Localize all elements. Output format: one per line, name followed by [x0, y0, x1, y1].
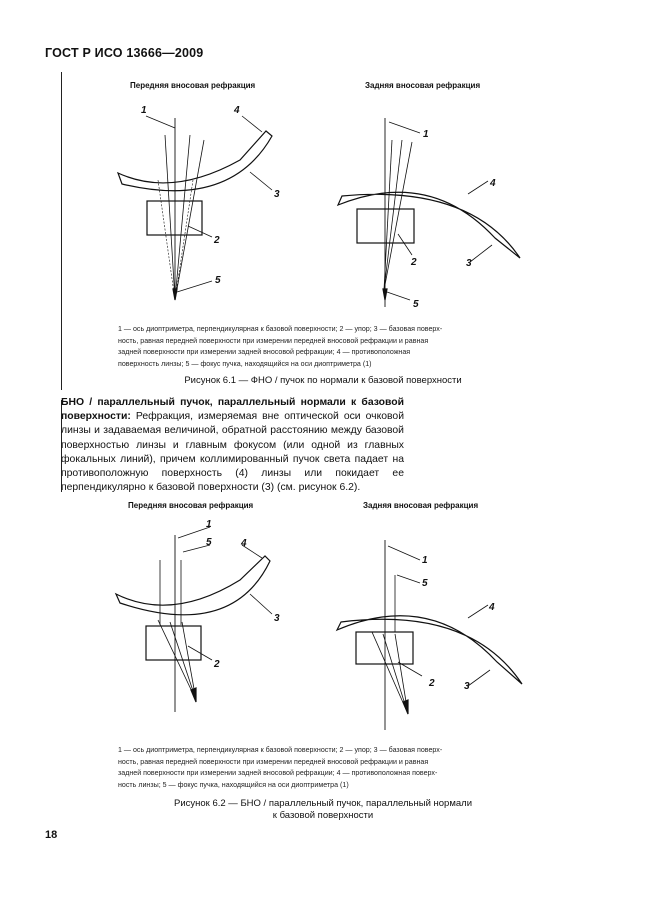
leader-1: [146, 116, 175, 128]
fig1-left-title: Передняя вносовая рефракция: [130, 81, 256, 90]
caption-line: задней поверхности при измерении задней вносовой рефракции; 4 — противоположная: [118, 348, 411, 357]
leader-4: [468, 181, 488, 194]
ray: [165, 135, 175, 300]
fig2-label-1: 1: [206, 519, 212, 530]
ray: [170, 622, 196, 700]
fig1-title: Рисунок 6.1 — ФНО / пучок по нормали к базовой поверхности: [184, 375, 462, 386]
fig1r-label-2: 2: [411, 257, 417, 268]
fig1-right-diagram: [338, 118, 520, 307]
leader-3: [468, 670, 490, 686]
caption-line: поверхность линзы; 5 — фокус пучка, находящийся на оси диоптриметра (1): [118, 359, 372, 368]
fig1-label-1: 1: [141, 105, 147, 116]
leader-2: [188, 646, 212, 660]
fig2-caption: [118, 745, 528, 791]
caption-line: ность, равная передней поверхности при измерении передней вносовой рефракции и равная: [118, 757, 429, 766]
fig1-label-3: 3: [274, 189, 280, 200]
stop-block: [357, 209, 414, 243]
fig2-title-line1: Рисунок 6.2 — БНО / параллельный пучок, параллельный нормали: [173, 798, 473, 809]
ray: [175, 135, 190, 300]
stop-block: [146, 626, 201, 660]
lens-shape: [338, 192, 520, 258]
fig1-label-2: 2: [214, 235, 220, 246]
fig1r-label-3: 3: [466, 258, 472, 269]
lens-shape: [118, 131, 272, 191]
fig1r-label-5: 5: [413, 299, 419, 310]
leader-5: [387, 292, 410, 300]
leader-5: [397, 575, 420, 583]
fig1r-label-4: 4: [490, 178, 496, 189]
leader-2: [398, 234, 412, 255]
fig1-caption: [118, 324, 528, 370]
term-text: Рефракция, измеряемая вне оптической оси очковой линзы и задаваемая величиной, обратной расстоянию между базовой поверхностью линзы и главным фокусом (или одной из главных фокальных линий), причем коллимированный пучок света падает на противоположную поверхность (4) линзы или покидает ее перпендикулярно к базовой поверхности (3) (см. рисунок 6.2).: [61, 411, 404, 494]
fig2-title-line2: к базовой поверхности: [272, 810, 374, 821]
fig2-right-title: Задняя вносовая рефракция: [363, 501, 479, 510]
ray: [175, 140, 204, 300]
fig2-left-diagram: [116, 527, 272, 712]
leader-3: [250, 594, 272, 614]
focus-mark: [403, 700, 408, 714]
fig2-label-3: 3: [274, 613, 280, 624]
page-number: 18: [45, 829, 58, 841]
fig1-label-4: 4: [234, 105, 240, 116]
term-definition: [61, 396, 404, 495]
caption-line: 1 — ось диоптриметра, перпендикулярная к базовой поверхности; 2 — упор; 3 — базовая поверх-: [118, 746, 443, 754]
fig1-right-title: Задняя вносовая рефракция: [365, 81, 481, 90]
fig2r-label-2: 2: [429, 678, 435, 689]
caption-line: ность линзы; 5 — фокус пучка, находящийся на оси диоптриметра (1): [118, 780, 349, 789]
leader-1: [389, 122, 420, 133]
fig2-label-2: 2: [214, 659, 220, 670]
caption-line: 1 — ось диоптриметра, перпендикулярная к базовой поверхности; 2 — упор; 3 — базовая поверх-: [118, 325, 443, 333]
fig2-right-diagram: [337, 540, 522, 730]
fig1r-label-1: 1: [423, 129, 429, 140]
lens-shape: [116, 556, 270, 615]
fig2-label-5: 5: [206, 537, 212, 548]
leader-3: [250, 172, 272, 190]
focus-mark: [383, 289, 387, 300]
leader-5: [177, 281, 212, 292]
stop-block: [356, 632, 413, 664]
term-name: БНО / параллельный пучок, параллельный нормали к базовой поверхности:: [61, 397, 404, 423]
ray: [158, 180, 175, 300]
fig1-left-diagram: [118, 116, 272, 300]
fig1-label-5: 5: [215, 275, 221, 286]
focus-mark: [191, 688, 196, 702]
leader-1: [388, 546, 420, 560]
fig2r-label-4: 4: [489, 602, 495, 613]
stop-block: [147, 201, 202, 235]
fig2-left-title: Передняя вносовая рефракция: [128, 501, 254, 510]
caption-line: задней поверхности при измерении задней вносовой рефракции; 4 — противоположная поверх-: [118, 769, 438, 778]
fig2r-label-5: 5: [422, 578, 428, 589]
fig2r-label-1: 1: [422, 555, 428, 566]
leader-4: [468, 605, 488, 618]
fig2-label-4: 4: [241, 538, 247, 549]
fig2r-label-3: 3: [464, 681, 470, 692]
focus-mark: [173, 289, 177, 300]
caption-line: ность, равная передней поверхности при измерении передней вносовой рефракции и равная: [118, 336, 429, 345]
ray: [384, 140, 402, 290]
document-header: ГОСТ Р ИСО 13666—2009: [45, 46, 204, 60]
leader-3: [470, 245, 492, 262]
leader-4: [242, 116, 262, 132]
lens-shape: [337, 616, 522, 684]
